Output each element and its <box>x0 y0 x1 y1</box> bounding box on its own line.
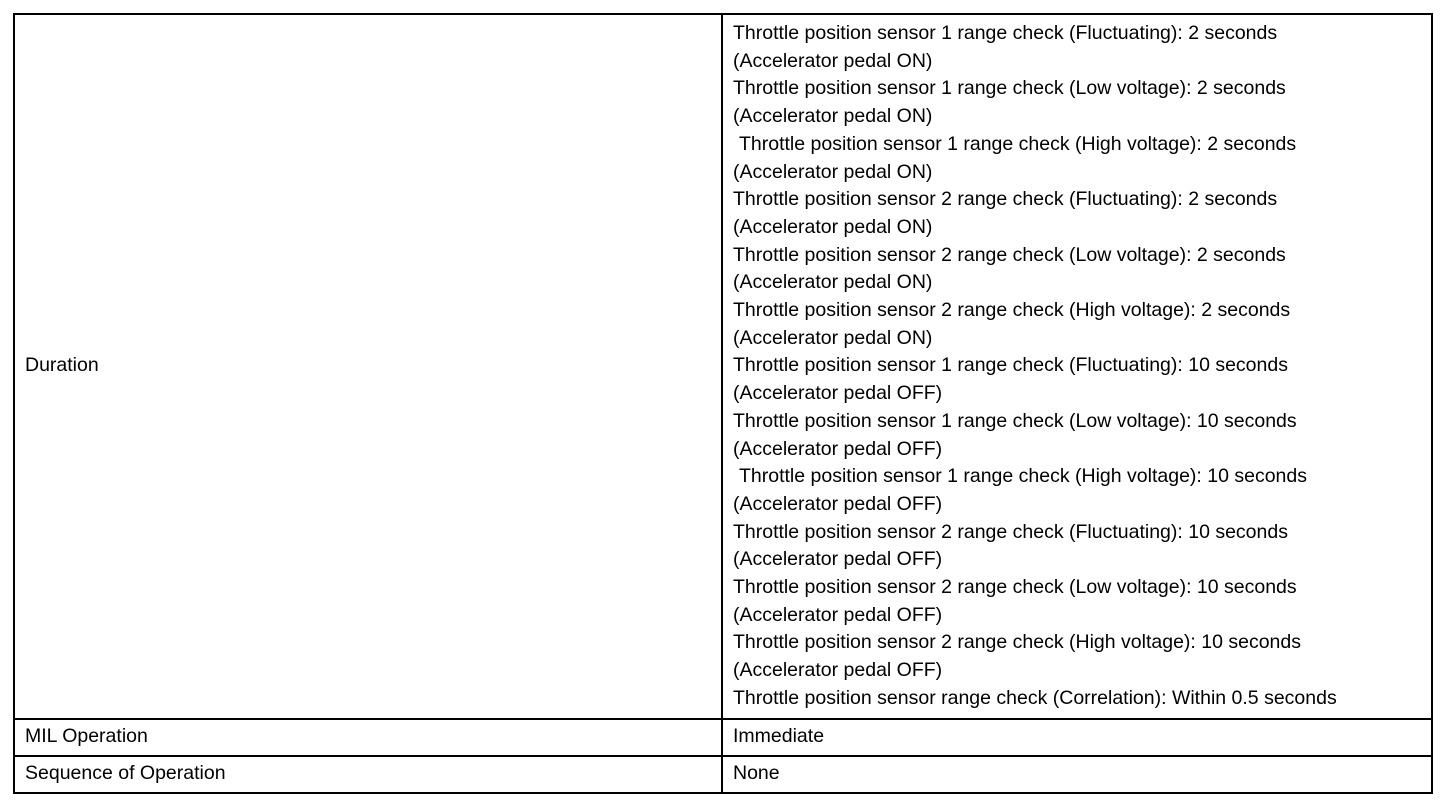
duration-line: (Accelerator pedal OFF) <box>733 548 943 571</box>
duration-line: (Accelerator pedal ON) <box>733 215 933 238</box>
duration-line: Throttle position sensor 1 range check (Low voltage): 10 seconds <box>733 409 1297 432</box>
duration-line: Throttle position sensor 1 range check (Fluctuating): 10 seconds <box>733 354 1288 377</box>
duration-line: Throttle position sensor 2 range check (High voltage): 2 seconds <box>733 299 1291 322</box>
duration-line: Throttle position sensor 1 range check (Low voltage): 2 seconds <box>733 77 1286 100</box>
duration-line: (Accelerator pedal ON) <box>733 326 933 349</box>
duration-line: Throttle position sensor 1 range check (High voltage): 10 seconds <box>739 465 1307 488</box>
table-row-duration <box>14 14 1432 719</box>
duration-line: Throttle position sensor 2 range check (Low voltage): 2 seconds <box>733 243 1286 266</box>
duration-line: Throttle position sensor 1 range check (High voltage): 2 seconds <box>739 132 1297 155</box>
duration-line: Throttle position sensor 2 range check (Low voltage): 10 seconds <box>733 576 1297 599</box>
duration-line: Throttle position sensor 2 range check (Fluctuating): 10 seconds <box>733 520 1288 543</box>
duration-line: (Accelerator pedal OFF) <box>733 437 943 460</box>
duration-line: Throttle position sensor range check (Correlation): Within 0.5 seconds <box>733 686 1337 709</box>
mil-operation-value: Immediate <box>722 719 1432 756</box>
table-row-mil-operation <box>14 719 1432 756</box>
duration-line: Throttle position sensor 2 range check (Fluctuating): 2 seconds <box>733 188 1278 211</box>
duration-line: (Accelerator pedal ON) <box>733 105 933 128</box>
duration-line: (Accelerator pedal OFF) <box>733 603 943 626</box>
duration-line: (Accelerator pedal OFF) <box>733 492 943 515</box>
sequence-of-operation-value: None <box>722 756 1432 793</box>
duration-value <box>722 14 1432 719</box>
duration-line: (Accelerator pedal ON) <box>733 271 933 294</box>
duration-line: (Accelerator pedal ON) <box>733 49 933 72</box>
duration-line: Throttle position sensor 2 range check (High voltage): 10 seconds <box>733 631 1301 654</box>
duration-line: (Accelerator pedal OFF) <box>733 382 943 405</box>
duration-line: Throttle position sensor 1 range check (Fluctuating): 2 seconds <box>733 22 1278 44</box>
duration-label: Duration <box>14 14 722 719</box>
table-row-sequence-of-operation <box>14 756 1432 793</box>
mil-operation-label: MIL Operation <box>14 719 722 756</box>
duration-line: (Accelerator pedal ON) <box>733 160 933 183</box>
duration-line: (Accelerator pedal OFF) <box>733 659 943 682</box>
sequence-of-operation-label: Sequence of Operation <box>14 756 722 793</box>
spec-table <box>13 13 1433 794</box>
